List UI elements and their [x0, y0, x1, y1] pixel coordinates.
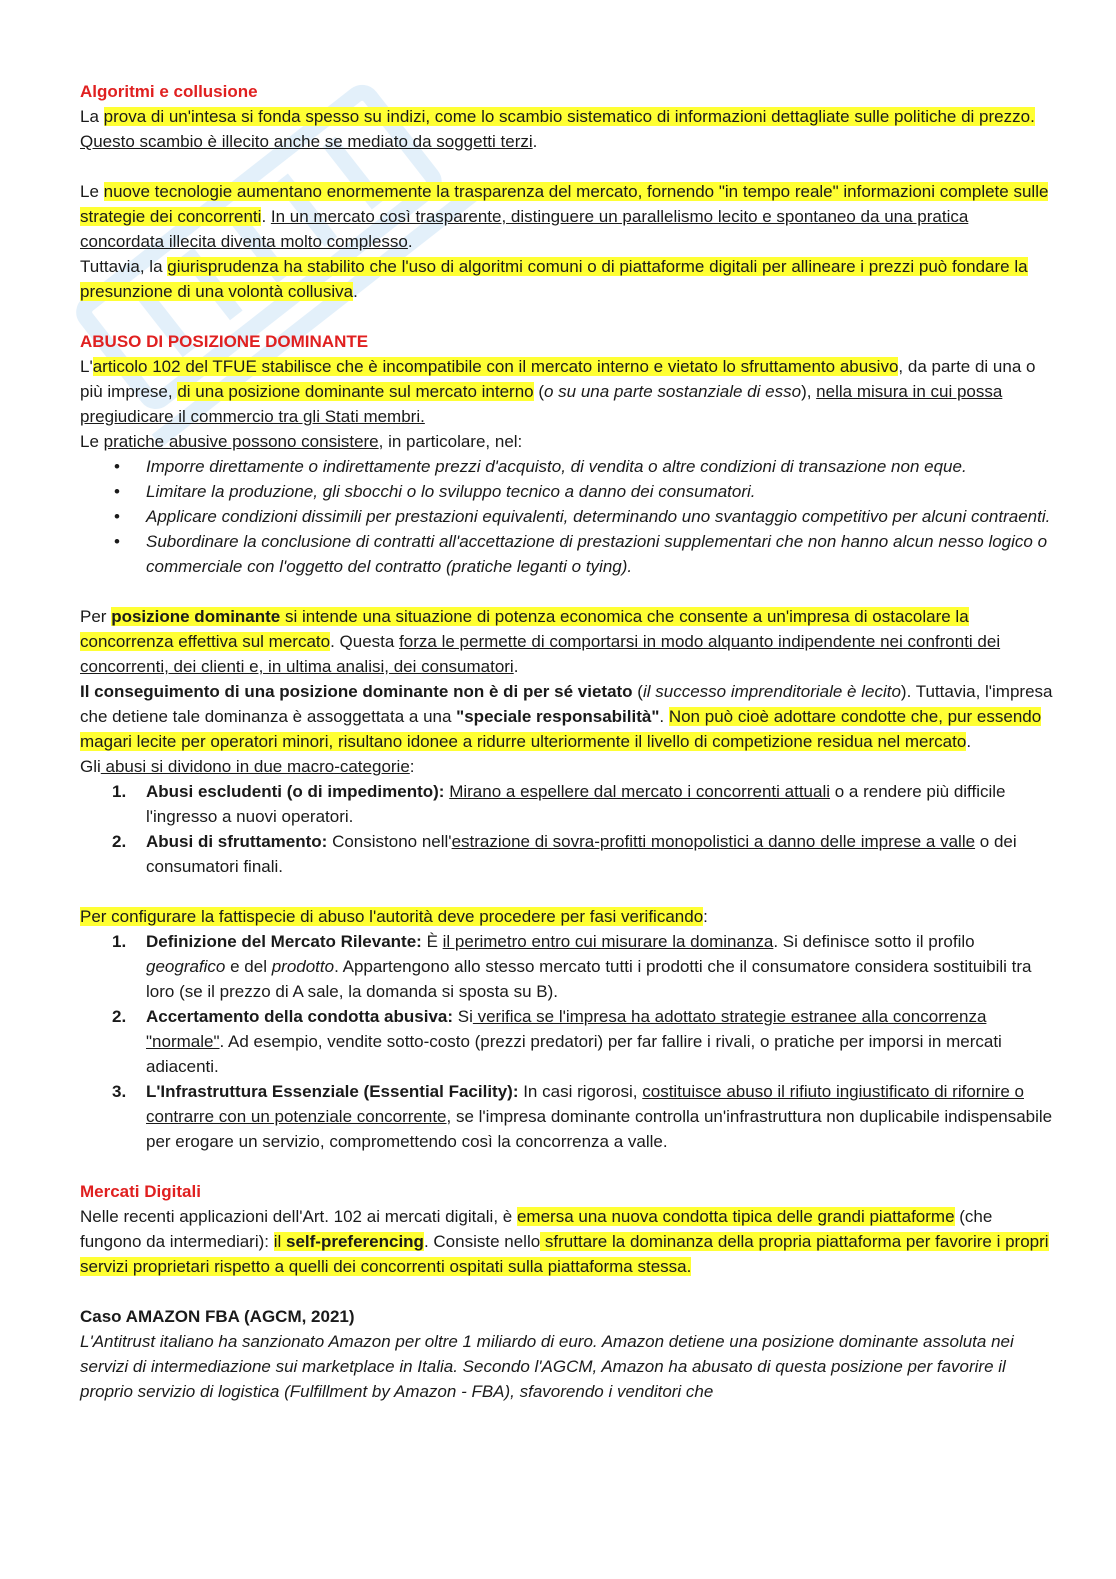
paragraph: Nelle recenti applicazioni dell'Art. 102 ai mercati digitali, è emersa una nuova condotta tipica delle grandi piattaforme (che fungono da intermediari): il self-preferencing. Consiste nello sfruttare la dominanza della propria piattaforma per favorire i propri servizi proprietari rispetto a quelli dei concorrenti ospitati sulla piattaforma stessa.	[80, 1207, 1049, 1276]
paragraph: Le nuove tecnologie aumentano enormemente la trasparenza del mercato, fornendo "in tempo reale" informazioni complete sulle strategie dei concorrenti. In un mercato così trasparente, distinguere un parallelismo lecito e spontaneo da una pratica concordata illecita diventa molto complesso.	[80, 182, 1049, 251]
numbered-list-categories	[80, 779, 1055, 879]
paragraph: Per posizione dominante si intende una situazione di potenza economica che consente a un'impresa di ostacolare la concorrenza effettiva sul mercato. Questa forza le permette di comportarsi in modo alquanto indipendente nei confronti dei concorrenti, dei clienti e, in ultima analisi, dei consumatori.	[80, 607, 1001, 676]
list-item: 1. Definizione del Mercato Rilevante: È il perimetro entro cui misurare la dominanza. Si definisce sotto il profilo geografico e del prodotto. Appartengono allo stesso mercato tutti i prodotti che il consumatore considera sostituibili tra loro (se il prezzo di A sale, la domanda si sposta su B).	[112, 932, 1032, 1001]
section-title-algoritmi: Algoritmi e collusione	[80, 82, 258, 101]
list-item: 1. Abusi escludenti (o di impedimento): Mirano a espellere dal mercato i concorrenti attuali o a rendere più difficile l'ingresso a nuovi operatori.	[112, 782, 1006, 826]
paragraph: L'Antitrust italiano ha sanzionato Amazon per oltre 1 miliardo di euro. Amazon detiene una posizione dominante assoluta nei servizi di intermediazione sui marketplace in Italia. Secondo l'AGCM, Amazon ha abusato di questa posizione per favorire il proprio servizio di logistica (Fulfillment by Amazon - FBA), sfavorendo i venditori che	[80, 1332, 1014, 1401]
section-title-caso-amazon: Caso AMAZON FBA (AGCM, 2021)	[80, 1307, 355, 1326]
paragraph: Per configurare la fattispecie di abuso l'autorità deve procedere per fasi verificando:	[80, 907, 708, 926]
paragraph: Il conseguimento di una posizione dominante non è di per sé vietato (il successo imprenditoriale è lecito). Tuttavia, l'impresa che detiene tale dominanza è assoggettata a una "speciale responsabilità". Non può cioè adottare condotte che, pur essendo magari lecite per operatori minori, risultano idonee a ridurre ulteriormente il livello di competizione residua nel mercato.	[80, 682, 1053, 751]
paragraph: La prova di un'intesa si fonda spesso su indizi, come lo scambio sistematico di informazioni dettagliate sulle politiche di prezzo. Questo scambio è illecito anche se mediato da soggetti terzi.	[80, 107, 1035, 151]
list-item: 2. Abusi di sfruttamento: Consistono nell'estrazione di sovra-profitti monopolistici a danno delle imprese a valle o dei consumatori finali.	[112, 832, 1017, 876]
paragraph: Gli abusi si dividono in due macro-categorie:	[80, 757, 415, 776]
paragraph: Tuttavia, la giurisprudenza ha stabilito che l'uso di algoritmi comuni o di piattaforme digitali per allineare i prezzi può fondare la presunzione di una volontà collusiva.	[80, 257, 1028, 301]
section-title-mercati-digitali: Mercati Digitali	[80, 1182, 201, 1201]
list-item: 2. Accertamento della condotta abusiva: Si verifica se l'impresa ha adottato strategie estranee alla concorrenza "normale". Ad esempio, vendite sotto-costo (prezzi predatori) per far fallire i rivali, o pratiche per imporsi in mercati adiacenti.	[112, 1007, 1002, 1076]
list-item: • Limitare la produzione, gli sbocchi o lo sviluppo tecnico a danno dei consumatori.	[80, 479, 1055, 504]
paragraph: L'articolo 102 del TFUE stabilisce che è incompatibile con il mercato interno e vietato lo sfruttamento abusivo, da parte di una o più imprese, di una posizione dominante sul mercato interno (o su una parte sostanziale di esso), nella misura in cui possa pregiudicare il commercio tra gli Stati membri.	[80, 357, 1036, 426]
paragraph: Le pratiche abusive possono consistere, in particolare, nel:	[80, 432, 523, 451]
list-item: • Applicare condizioni dissimili per prestazioni equivalenti, determinando uno svantaggio competitivo per alcuni contraenti.	[80, 504, 1055, 529]
list-item: • Imporre direttamente o indirettamente prezzi d'acquisto, di vendita o altre condizioni di transazione non eque.	[80, 454, 1055, 479]
bullet-list	[80, 454, 1055, 579]
numbered-list-phases	[80, 929, 1055, 1154]
list-item: 3. L'Infrastruttura Essenziale (Essential Facility): In casi rigorosi, costituisce abuso il rifiuto ingiustificato di rifornire o contrarre con un potenziale concorrente, se l'impresa dominante controlla un'infrastruttura non duplicabile indispensabile per erogare un servizio, compromettendo così la concorrenza a valle.	[112, 1082, 1053, 1151]
section-title-abuso: ABUSO DI POSIZIONE DOMINANTE	[80, 332, 369, 351]
list-item: • Subordinare la conclusione di contratti all'accettazione di prestazioni supplementari che non hanno alcun nesso logico o commerciale con l'oggetto del contratto (pratiche leganti o tying).	[80, 529, 1055, 579]
